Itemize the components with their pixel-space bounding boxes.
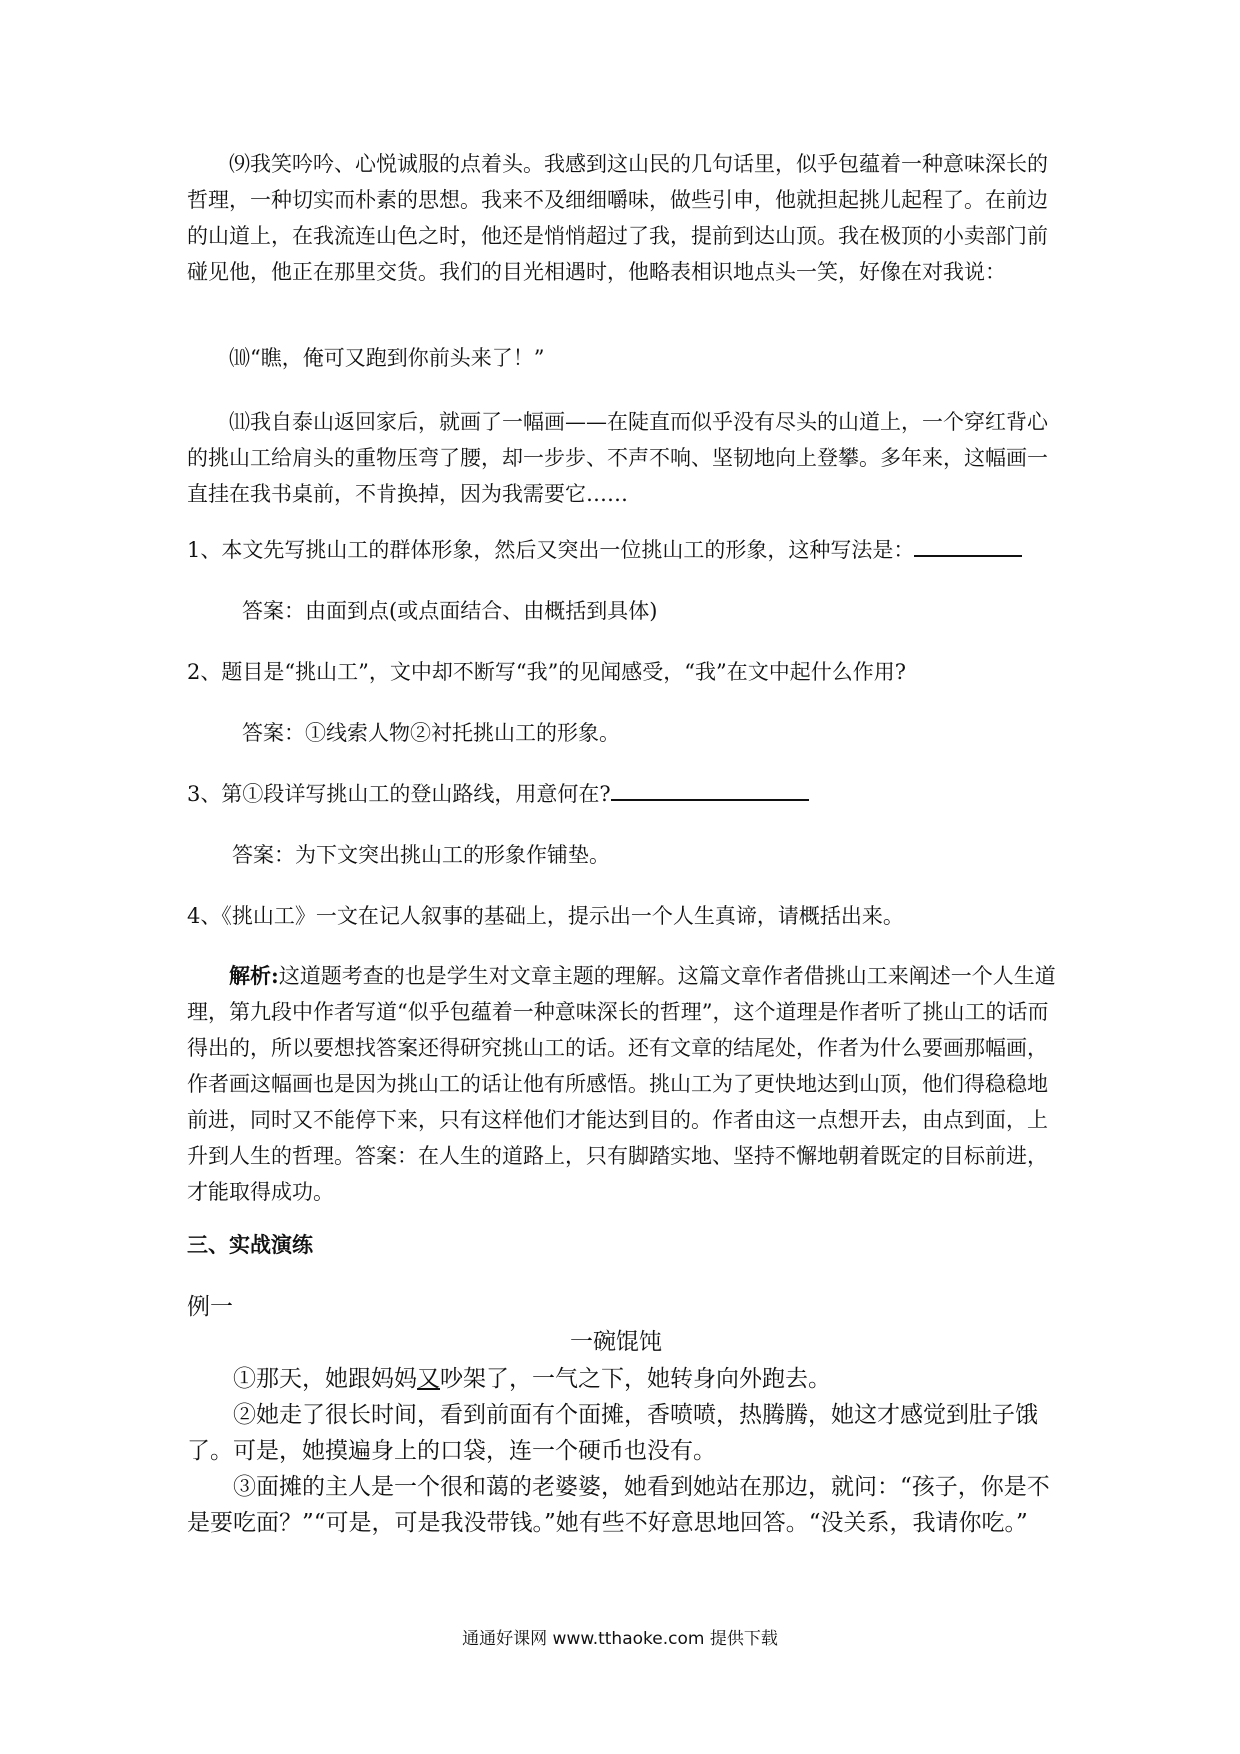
story-paragraph-1: ①那天，她跟妈妈又吵架了，一气之下，她转身向外跑去。 xyxy=(233,1366,831,1392)
answer-2: 答案：①线索人物②衬托挑山工的形象。 xyxy=(242,721,620,745)
answer-blank-3 xyxy=(611,779,809,801)
paragraph-11: ⑾我自泰山返回家后，就画了一幅画——在陡直而似乎没有尽头的山道上，一个穿红背心的挑山工给肩头的重物压弯了腰，却一步步、不声不响、坚韧地向上登攀。多年来，这幅画一直挂在我书桌前，不肯换掉，因为我需要它…… xyxy=(187,410,1048,506)
question-1 xyxy=(187,535,1022,565)
answer-blank-1 xyxy=(914,535,1022,557)
analysis-label: 解析: xyxy=(229,963,279,988)
answer-1: 答案：由面到点(或点面结合、由概括到具体) xyxy=(242,599,658,623)
story-paragraph-2: ②她走了很长时间，看到前面有个面摊，香喷喷，热腾腾，她这才感觉到肚子饿了。可是，她摸遍身上的口袋，连一个硬币也没有。 xyxy=(187,1402,1038,1464)
example-label: 例一 xyxy=(187,1294,233,1320)
story-paragraph-3: ③面摊的主人是一个很和蔼的老婆婆，她看到她站在那边，就问：“孩子，你是不是要吃面？”“可是，可是我没带钱。”她有些不好意思地回答。“没关系，我请你吃。” xyxy=(187,1474,1050,1536)
question-3-text: 3、第①段详写挑山工的登山路线，用意何在? xyxy=(187,782,611,806)
analysis-paragraph xyxy=(187,958,1057,1210)
story-title: 一碗馄饨 xyxy=(570,1329,662,1355)
question-1-text: 1、本文先写挑山工的群体形象，然后又突出一位挑山工的形象，这种写法是： xyxy=(187,538,915,562)
analysis-text: 这道题考查的也是学生对文章主题的理解。这篇文章作者借挑山工来阐述一个人生道理，第九段中作者写道“似乎包蕴着一种意味深长的哲理”，这个道理是作者听了挑山工的话而得出的，所以要想找答案还得研究挑山工的话。还有文章的结尾处，作者为什么要画那幅画，作者画这幅画也是因为挑山工的话让他有所感悟。挑山工为了更快地达到山顶，他们得稳稳地前进，同时又不能停下来，只有这样他们才能达到目的。作者由这一点想开去，由点到面，上升到人生的哲理。答案：在人生的道路上，只有脚踏实地、坚持不懈地朝着既定的目标前进，才能取得成功。 xyxy=(187,964,1056,1204)
question-3 xyxy=(187,779,809,809)
page-footer: 通通好课网 www.tthaoke.com 提供下载 xyxy=(462,1629,778,1649)
story-body xyxy=(187,1361,1067,1541)
underlined-word: 又 xyxy=(417,1366,440,1392)
section-title: 三、实战演练 xyxy=(187,1233,313,1257)
question-4: 4、《挑山工》一文在记人叙事的基础上，提示出一个人生真谛，请概括出来。 xyxy=(187,904,904,928)
question-2: 2、题目是“挑山工”，文中却不断写“我”的见闻感受，“我”在文中起什么作用? xyxy=(187,660,907,684)
paragraph-9: ⑼我笑吟吟、心悦诚服的点着头。我感到这山民的几句话里，似乎包蕴着一种意味深长的哲理，一种切实而朴素的思想。我来不及细细嚼味，做些引申，他就担起挑儿起程了。在前边的山道上，在我流连山色之时，他还是悄悄超过了我，提前到达山顶。我在极顶的小卖部门前碰见他，他正在那里交货。我们的目光相遇时，他略表相识地点头一笑，好像在对我说： xyxy=(187,152,1048,284)
answer-3: 答案：为下文突出挑山工的形象作铺垫。 xyxy=(232,843,610,867)
paragraph-10: ⑽“瞧，俺可又跑到你前头来了！” xyxy=(229,346,545,370)
